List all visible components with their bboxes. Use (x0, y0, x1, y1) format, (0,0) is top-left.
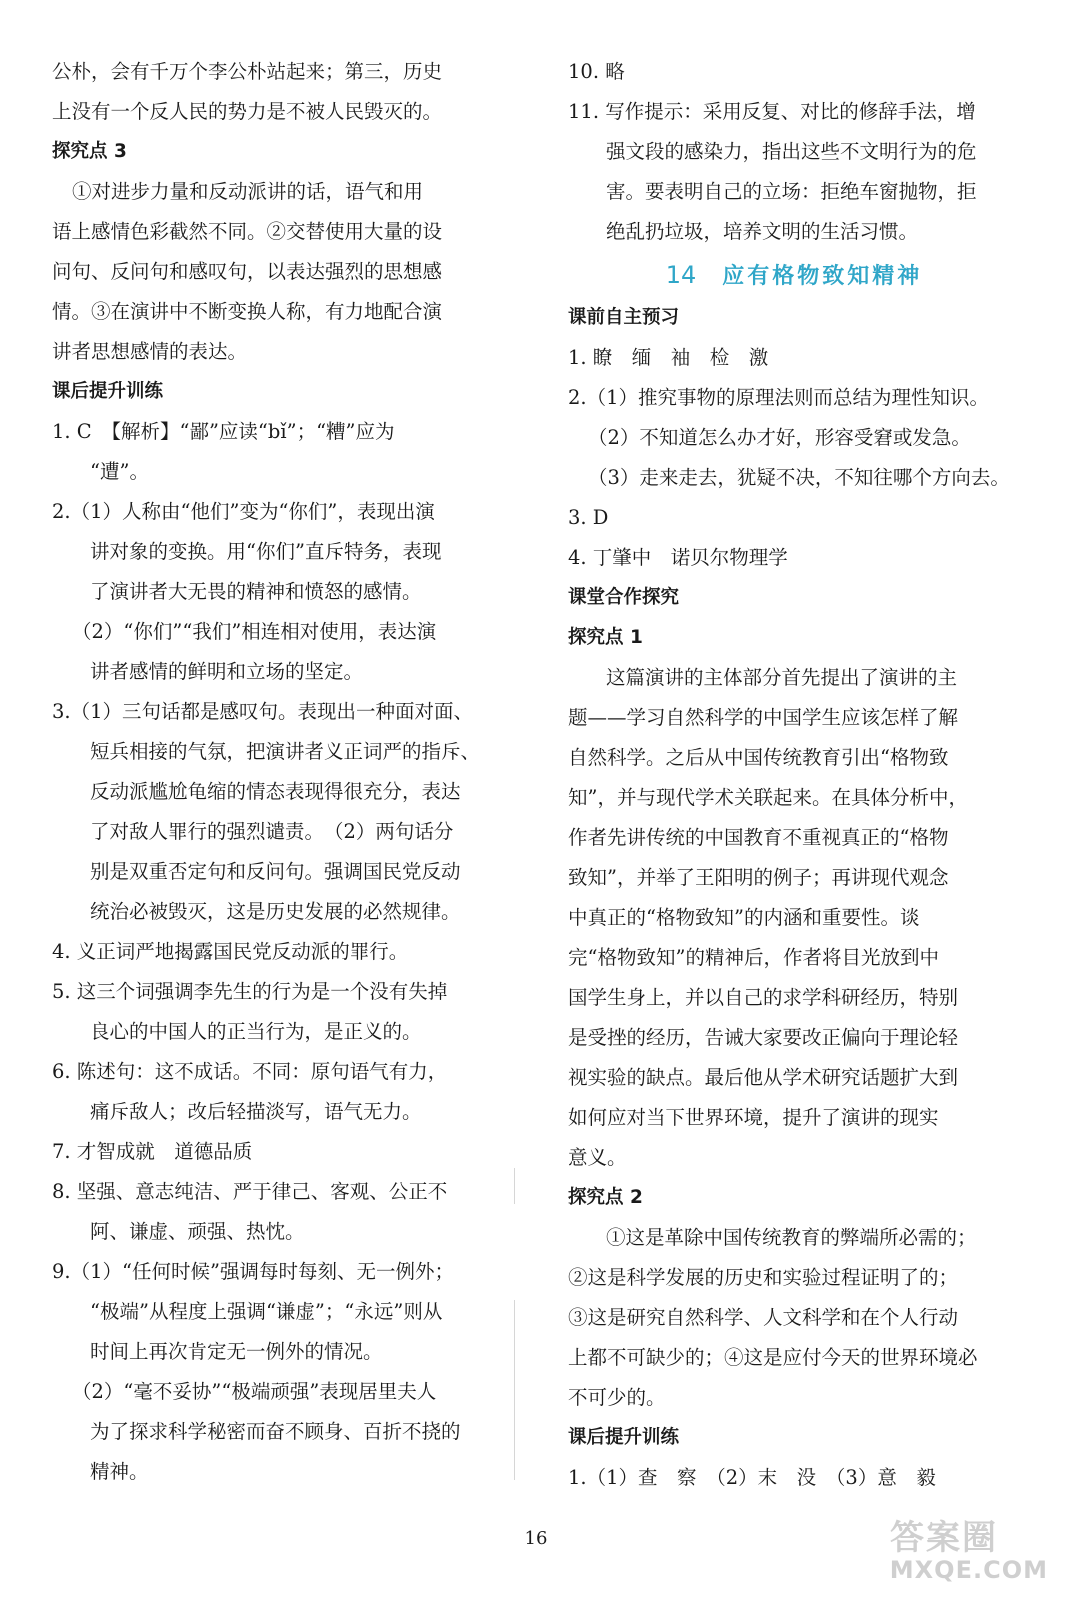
lesson-title-text: 应有格物致知精神 (722, 264, 923, 289)
text-line: 完“格物致知”的精神后，作者将目光放到中 (568, 946, 939, 969)
text-line: 题——学习自然科学的中国学生应该怎样了解 (568, 706, 959, 729)
text-line: （2）“毫不妥协”“极端顽强”表现居里夫人 (72, 1380, 437, 1403)
text-line: 讲者感情的鲜明和立场的坚定。 (90, 660, 364, 683)
lesson-number: 14 (665, 261, 697, 289)
text-line: 害。要表明自己的立场：拒绝车窗抛物，拒 (606, 180, 977, 203)
text-line: （2）不知道怎么办才好，形容受窘或发急。 (588, 426, 971, 449)
text-line: 2.（1）人称由“他们”变为“你们”，表现出演 (52, 500, 435, 523)
watermark-site: MXQE.COM (889, 1556, 1048, 1584)
text-line: 2.（1）推究事物的原理法则而总结为理性知识。 (568, 386, 990, 409)
text-line: “遭”。 (90, 460, 149, 483)
text-line: “极端”从程度上强调“谦虚”；“永远”则从 (90, 1300, 443, 1323)
section-heading: 课堂合作探究 (568, 587, 680, 608)
section-heading: 探究点 2 (568, 1187, 643, 1208)
text-line: 1. 瞭 缅 袖 检 激 (568, 346, 769, 369)
text-line: 4. 丁肇中 诺贝尔物理学 (568, 546, 788, 569)
text-line: 3.（1）三句话都是感叹句。表现出一种面对面、 (52, 700, 474, 723)
text-line: 1. C 【解析】“鄙”应读“bǐ”；“糟”应为 (52, 420, 395, 443)
text-line: 5. 这三个词强调李先生的行为是一个没有失掉 (52, 980, 448, 1003)
page-number: 16 (524, 1528, 548, 1549)
text-line: 了演讲者大无畏的精神和愤怒的感情。 (90, 580, 422, 603)
section-heading: 探究点 3 (52, 141, 127, 162)
text-line: 7. 才智成就 道德品质 (52, 1140, 253, 1163)
text-line: 时间上再次肯定无一例外的情况。 (90, 1340, 383, 1363)
text-line: 精神。 (90, 1460, 149, 1483)
text-line: 上都不可缺少的；④这是应付今天的世界环境必 (568, 1346, 978, 1369)
text-line: 上没有一个反人民的势力是不被人民毁灭的。 (52, 100, 443, 123)
section-heading: 课后提升训练 (52, 381, 164, 402)
text-line: 致知”，并举了王阳明的例子；再讲现代观念 (568, 866, 949, 889)
watermark-brand: 答案圈 (890, 1518, 998, 1558)
text-line: 4. 义正词严地揭露国民党反动派的罪行。 (52, 940, 409, 963)
text-line: 视实验的缺点。最后他从学术研究话题扩大到 (568, 1066, 959, 1089)
text-line: ③这是研究自然科学、人文科学和在个人行动 (568, 1306, 959, 1329)
text-line: 痛斥敌人；改后轻描淡写，语气无力。 (90, 1100, 422, 1123)
text-line: 为了探求科学秘密而奋不顾身、百折不挠的 (90, 1420, 461, 1443)
section-heading: 课后提升训练 (568, 1427, 680, 1448)
text-line: 中真正的“格物致知”的内涵和重要性。谈 (568, 906, 920, 929)
right-column (568, 52, 1020, 1498)
text-line: ②这是科学发展的历史和实验过程证明了的； (568, 1266, 959, 1289)
text-line: 意义。 (568, 1146, 627, 1169)
text-line: 了对敌人罪行的强烈谴责。 （2）两句话分 (90, 820, 454, 843)
text-line: 11. 写作提示：采用反复、对比的修辞手法，增 (568, 100, 976, 123)
text-line: 良心的中国人的正当行为，是正义的。 (90, 1020, 422, 1043)
text-line: 是受挫的经历，告诫大家要改正偏向于理论轻 (568, 1026, 959, 1049)
text-line: 6. 陈述句：这不成话。不同：原句语气有力， (52, 1060, 448, 1083)
text-line: 语上感情色彩截然不同。②交替使用大量的设 (52, 220, 443, 243)
text-line: 不可少的。 (568, 1386, 666, 1409)
text-line: 反动派尴尬龟缩的情态表现得很充分，表达 (90, 780, 461, 803)
right-column-bottom (568, 298, 1020, 1498)
text-line: 如何应对当下世界环境，提升了演讲的现实 (568, 1106, 939, 1129)
text-line: 这篇演讲的主体部分首先提出了演讲的主 (606, 666, 958, 689)
right-column-top (568, 52, 1020, 252)
text-line: 国学生身上，并以自己的求学科研经历，特别 (568, 986, 959, 1009)
text-line: 知”，并与现代学术关联起来。在具体分析中， (568, 786, 968, 809)
left-column (52, 52, 498, 1492)
watermark-logo (882, 1508, 1054, 1588)
section-heading: 探究点 1 (568, 627, 643, 648)
text-line: 阿、谦虚、顽强、热忱。 (90, 1220, 305, 1243)
text-line: 自然科学。之后从中国传统教育引出“格物致 (568, 746, 949, 769)
text-line: 短兵相接的气氛，把演讲者义正词严的指斥、 (90, 740, 481, 763)
text-line: （3）走来走去，犹疑不决，不知往哪个方向去。 (588, 466, 1010, 489)
text-line: 8. 坚强、意志纯洁、严于律己、客观、公正不 (52, 1180, 448, 1203)
text-line: ①这是革除中国传统教育的弊端所必需的； (606, 1226, 977, 1249)
text-line: 情。③在演讲中不断变换人称，有力地配合演 (52, 300, 443, 323)
text-line: ①对进步力量和反动派讲的话，语气和用 (72, 180, 424, 203)
text-line: 强文段的感染力，指出这些不文明行为的危 (606, 140, 977, 163)
text-line: 10. 略 (568, 60, 625, 83)
section-heading: 课前自主预习 (568, 307, 680, 328)
text-line: 讲者思想感情的表达。 (52, 340, 248, 363)
text-line: 讲对象的变换。用“你们”直斥特务，表现 (90, 540, 442, 563)
text-line: 绝乱扔垃圾，培养文明的生活习惯。 (606, 220, 919, 243)
text-line: （2）“你们”“我们”相连相对使用，表达演 (72, 620, 437, 643)
text-line: 统治必被毁灭，这是历史发展的必然规律。 (90, 900, 461, 923)
text-line: 9.（1）“任何时候”强调每时每刻、无一例外； (52, 1260, 454, 1283)
lesson-title (568, 252, 1020, 298)
column-divider (514, 1168, 515, 1204)
text-line: 3. D (568, 506, 609, 529)
text-line: 问句、反问句和感叹句，以表达强烈的思想感 (52, 260, 443, 283)
text-line: 1.（1）查 察 （2）末 没 （3）意 毅 (568, 1466, 936, 1489)
text-line: 公朴，会有千万个李公朴站起来；第三，历史 (52, 60, 443, 83)
column-divider (514, 1300, 515, 1480)
text-line: 别是双重否定句和反问句。强调国民党反动 (90, 860, 461, 883)
text-line: 作者先讲传统的中国教育不重视真正的“格物 (568, 826, 949, 849)
